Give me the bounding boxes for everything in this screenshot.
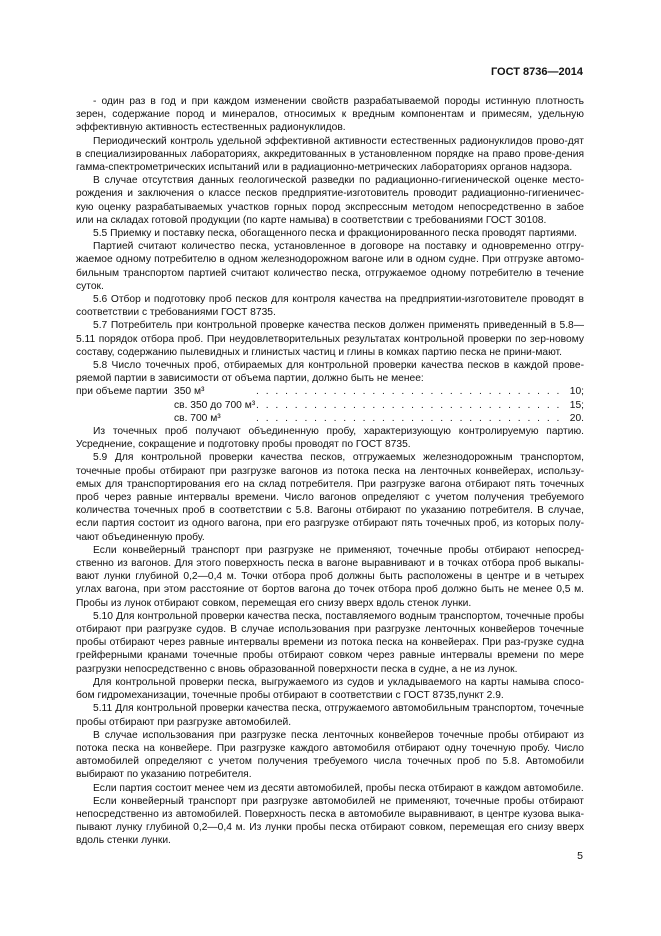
paragraph: 5.11 Для контрольной проверки качества песка, отгружаемого автомобильным транспортом, точечные пробы отбирают при разгрузке автомобилей. [76,703,584,728]
lot-prefix [76,399,174,412]
paragraph: 5.7 Потребитель при контрольной проверке качества песков должен применять приведенный в 5.8—5.11 порядок отбора проб. При неудовлетворительных результатах контрольной проверки по зер-новому составу, содержанию пылевидных и глинистых частиц и глины в комках партию песка не прини-мают. [76,320,584,358]
lot-row [76,412,584,425]
paragraph: 5.9 Для контрольной проверки качества песков, отгружаемых железнодорожным транспортом, точечные пробы отбирают при разгрузке вагонов из потока песка на ленточных конвейерах, использу-емых для транспортирования его на склад потребителя. При разгрузке вагона отбирают пять точечных проб через равные интервалы времени. Число вагонов определяют с учетом получения требуемого количества точечных проб в соответствии с 5.8. Вагоны отбирают по указанию потребителя. В случае, если партия состоит из одного вагона, при его разгрузке отбирают пять точечных проб, из которых полу-чают объединенную пробу. [76,452,584,543]
lot-condition: св. 700 м³ [174,412,221,424]
paragraph: Если конвейерный транспорт при разгрузке не применяют, точечные пробы отбирают непосред-ственно из вагонов. Для этого поверхность песка в вагоне выравнивают и в точках отбора проб выкапы-вают лунки глубиной 0,2—0,4 м. Точки отбора проб должны быть расположены в центре и в четырех углах вагона, при этом расстояние от бортов вагона до точек отбора проб должно быть не менее 0,5 м. Пробы из лунок отбирают совком, перемещая его снизу вверх вдоль стенок лунки. [76,544,584,609]
paragraph: Если партия состоит менее чем из десяти автомобилей, пробы песка отбирают в каждом автомобиле. [93,782,584,794]
page-number: 5 [577,850,583,862]
lot-value: 20. [569,412,584,424]
paragraph: В случае использования при разгрузке песка ленточных конвейеров точечные пробы отбирают из потока песка на конвейере. При разгрузке каждого автомобиля отбирают одну точечную пробу. Число автомобилей определяют с учетом получения требуемого числа точечных проб по 5.8. Автомобили выбирают по указанию потребителя. [76,729,584,781]
paragraph: В случае отсутствия данных геологической разведки по радиационно-гигиенической оценке место-рождения и заключения о классе песков предприятие-изготовитель проводит радиационно-гигиеничес-кую оценку разрабатываемых участков горных пород экспрессным методом непосредственно в забое или на складах готовой продукции (по карте намыва) в соответствии с требованиями ГОСТ 30108. [76,175,584,226]
leader-dots: . . . . . . . . . . . . . . . . . . . . . . . . . . . . . . . . [256,386,562,398]
lot-row [76,385,584,398]
paragraph: 5.5 Приемку и поставку песка, обогащенного песка и фракционированного песка проводят партиями. [93,228,578,240]
leader-dots: . . . . . . . . . . . . . . . . . . . . . . . . . . . . . . . . [256,412,562,424]
lot-value: 10; [569,386,584,398]
paragraph: 5.8 Число точечных проб, отбираемых для контрольной проверки качества песков в каждой прове-ряемой партии в зависимости от объема партии, должно быть не менее: [76,360,584,385]
paragraph: 5.6 Отбор и подготовку проб песков для контроля качества на предприятии-изготовителе проводят в соответствии с требованиями ГОСТ 8735. [76,294,584,319]
lot-prefix [76,412,174,425]
leader-dots: . . . . . . . . . . . . . . . . . . . . . . . . . . . . . . . . [256,399,562,411]
lot-prefix: при объеме партии [76,386,168,398]
paragraph: Из точечных проб получают объединенную пробу, характеризующую контролируемую партию. Усреднение, сокращение и подготовку пробы проводят по ГОСТ 8735. [76,426,584,451]
lot-size-list [76,385,584,425]
paragraph: - один раз в год и при каждом изменении свойств разрабатываемой породы истинную плотность зерен, содержание пород и минералов, относимых к вредным компонентам и примесям, удельную эффективную активность естественных радионуклидов. [76,96,584,134]
paragraph: Если конвейерный транспорт при разгрузке автомобилей не применяют, точечные пробы отбирают непосредственно из автомобилей. Поверхность песка в автомобиле выравнивают, в центре кузова выка-пывают лунку глубиной 0,2—0,4 м. Из лунки пробы песка отбирают совком, перемещая его снизу вверх вдоль стенки лунки. [76,795,584,847]
paragraph: Партией считают количество песка, установленное в договоре на поставку и одновременно отгру-жаемое одному потребителю в одном железнодорожном вагоне или в одном судне. При отгрузке автомо-бильным транспортом партией считают количество песка, отгружаемое одному потребителю в течение суток. [76,241,584,292]
paragraph: Для контрольной проверки песка, выгружаемого из судов и укладываемого на карты намыва спосо-бом гидромеханизации, точечные пробы отбирают в соответствии с ГОСТ 8735,пункт 2.9. [76,676,584,702]
lot-condition: св. 350 до 700 м³ [174,399,256,411]
document-body [76,95,584,848]
paragraph: Периодический контроль удельной эффективной активности естественных радионуклидов прово-дят в специализированных лабораториях, аккредитованных в установленном порядке на право прове-дения гамма-спектрометрических испытаний или в радиационно-метрических лабораториях органов надзора. [76,135,584,174]
paragraph: 5.10 Для контрольной проверки качества песка, поставляемого водным транспортом, точечные пробы отбирают при разгрузке судов. В случае использования при разгрузке ленточных конвейеров точечные пробы отбирают через равные интервалы времени из потока песка на конвейерах. При раз-грузке судна грейферными кранами точечные пробы отбирают совком через равные интервалы времени по мере разгрузки непосредственно с вновь образованной поверхности песка в судне, а не из лунок. [76,610,584,675]
lot-condition: 350 м³ [174,386,205,398]
document-header-id: ГОСТ 8736—2014 [490,66,583,78]
lot-value: 15; [569,399,584,411]
lot-row [76,399,584,412]
